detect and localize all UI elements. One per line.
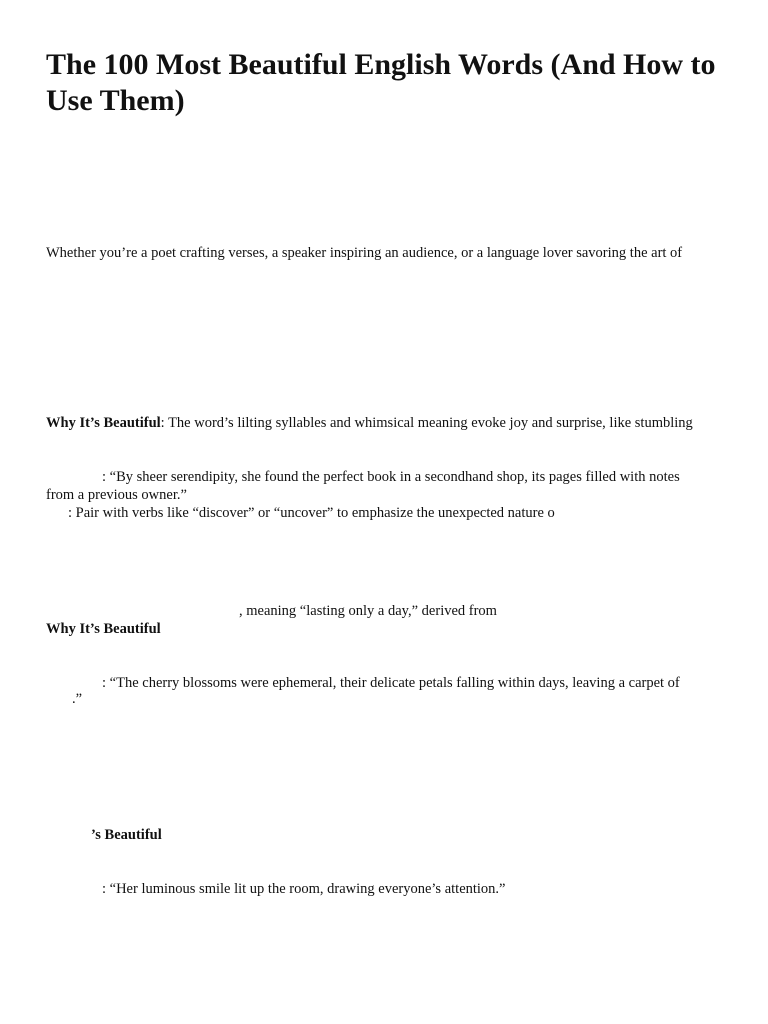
page-title: The 100 Most Beautiful English Words (And How to Use Them) bbox=[46, 48, 716, 117]
section-1-example-continued: from a previous owner.” bbox=[46, 487, 187, 503]
section-1-why-text: : The word’s lilting syllables and whimsical meaning evoke joy and surprise, like stumbling bbox=[160, 415, 693, 431]
section-2-example: : “The cherry blossoms were ephemeral, their delicate petals falling within days, leaving a carpet of bbox=[102, 675, 680, 691]
section-1-why-label: Why It’s Beautiful bbox=[46, 415, 161, 431]
section-2-example-end: .” bbox=[72, 691, 83, 707]
section-3-example: : “Her luminous smile lit up the room, drawing everyone’s attention.” bbox=[102, 881, 506, 897]
section-1-why-line bbox=[46, 414, 693, 432]
section-2-definition: , meaning “lasting only a day,” derived from bbox=[239, 603, 497, 619]
section-1-tip: : Pair with verbs like “discover” or “uncover” to emphasize the unexpected nature o bbox=[68, 505, 555, 521]
section-3-why-label: ’s Beautiful bbox=[91, 827, 162, 843]
intro-paragraph: Whether you’re a poet crafting verses, a speaker inspiring an audience, or a language lover savoring the art of bbox=[46, 245, 683, 261]
section-1-example: : “By sheer serendipity, she found the perfect book in a secondhand shop, its pages filled with notes bbox=[102, 469, 680, 485]
section-2-why-label: Why It’s Beautiful bbox=[46, 621, 161, 637]
